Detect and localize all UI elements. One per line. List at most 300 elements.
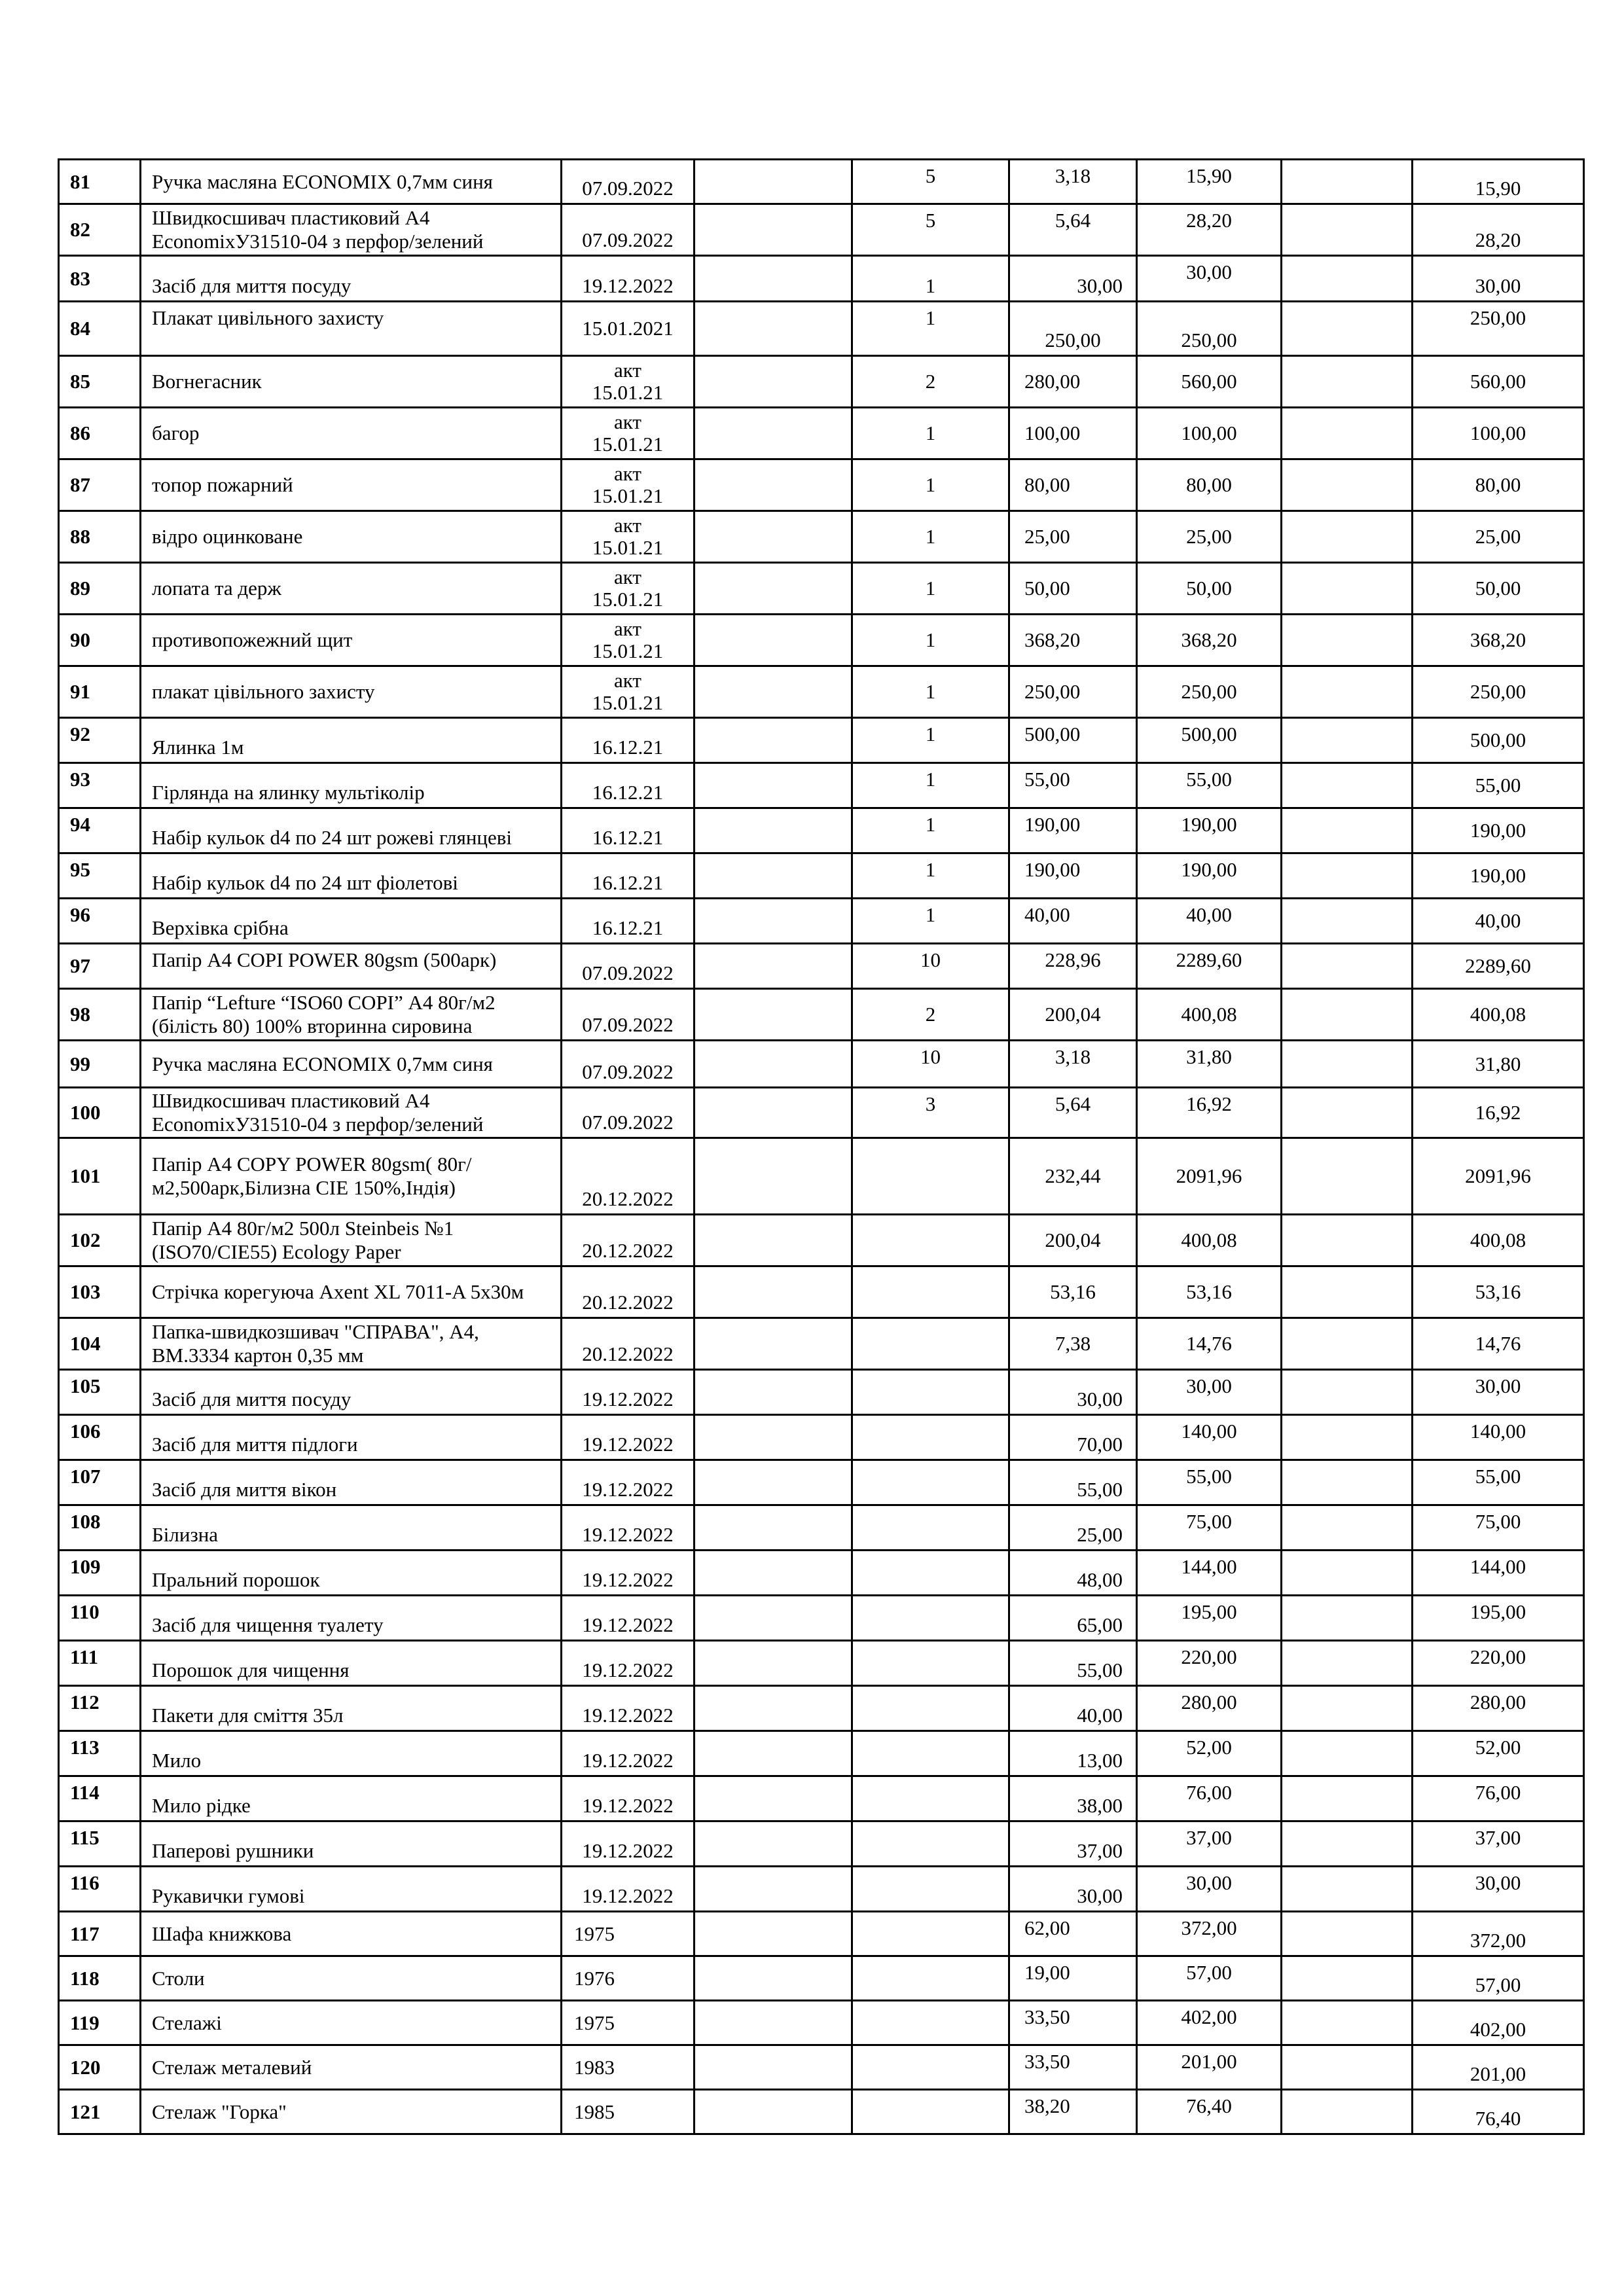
- item-price: 13,00: [1009, 1731, 1137, 1776]
- item-name: Папір А4 COPY POWER 80gsm( 80г/м2,500арк,Білизна CIE 150%,Індія): [141, 1138, 562, 1215]
- item-total: 55,00: [1413, 763, 1584, 808]
- item-price: 232,44: [1009, 1138, 1137, 1215]
- item-price: 190,00: [1009, 853, 1137, 899]
- table-row: [59, 763, 1584, 808]
- row-number: 99: [59, 1041, 141, 1088]
- item-sum: 40,00: [1137, 899, 1282, 944]
- table-row: [59, 899, 1584, 944]
- item-price: 55,00: [1009, 1641, 1137, 1686]
- item-sum: 140,00: [1137, 1415, 1282, 1460]
- item-quantity: [852, 1138, 1009, 1215]
- item-date: 19.12.2022: [562, 1370, 695, 1415]
- item-name: Столи: [141, 1956, 562, 2001]
- item-name: Вогнегасник: [141, 356, 562, 408]
- item-name: Верхівка срібна: [141, 899, 562, 944]
- item-date: 19.12.2022: [562, 1686, 695, 1731]
- item-sum: 280,00: [1137, 1686, 1282, 1731]
- row-number: 116: [59, 1867, 141, 1912]
- item-total: 201,00: [1413, 2045, 1584, 2090]
- empty-cell: [1282, 204, 1413, 256]
- table-row: [59, 2001, 1584, 2045]
- empty-cell: [1282, 1821, 1413, 1867]
- table-row: [59, 2045, 1584, 2090]
- item-price: 3,18: [1009, 160, 1137, 204]
- item-total: 2289,60: [1413, 944, 1584, 989]
- item-name: Пакети для сміття 35л: [141, 1686, 562, 1731]
- item-quantity: 1: [852, 808, 1009, 853]
- item-date: 16.12.21: [562, 808, 695, 853]
- item-sum: 30,00: [1137, 1370, 1282, 1415]
- item-total: 75,00: [1413, 1505, 1584, 1551]
- empty-cell: [1282, 1731, 1413, 1776]
- item-name: Паперові рушники: [141, 1821, 562, 1867]
- empty-cell: [695, 1776, 852, 1821]
- item-sum: 144,00: [1137, 1551, 1282, 1596]
- item-price: 30,00: [1009, 256, 1137, 302]
- date-value: 15.01.21: [592, 484, 664, 507]
- item-total: 30,00: [1413, 1867, 1584, 1912]
- item-date: 07.09.2022: [562, 160, 695, 204]
- empty-cell: [1282, 1641, 1413, 1686]
- item-date: 19.12.2022: [562, 1596, 695, 1641]
- date-value: 15.01.21: [592, 691, 664, 714]
- item-date: [562, 563, 695, 615]
- item-date: 1985: [562, 2090, 695, 2134]
- item-quantity: [852, 1370, 1009, 1415]
- item-price: 250,00: [1009, 302, 1137, 356]
- table-row: [59, 1460, 1584, 1505]
- row-number: 106: [59, 1415, 141, 1460]
- item-date: [562, 615, 695, 666]
- item-sum: 30,00: [1137, 256, 1282, 302]
- item-date: 20.12.2022: [562, 1215, 695, 1266]
- date-value: 15.01.21: [592, 381, 664, 404]
- item-sum: 220,00: [1137, 1641, 1282, 1686]
- item-total: 30,00: [1413, 1370, 1584, 1415]
- row-number: 111: [59, 1641, 141, 1686]
- table-row: [59, 302, 1584, 356]
- item-quantity: 1: [852, 563, 1009, 615]
- row-number: 95: [59, 853, 141, 899]
- table-row: [59, 1686, 1584, 1731]
- item-price: 40,00: [1009, 1686, 1137, 1731]
- empty-cell: [695, 1215, 852, 1266]
- empty-cell: [1282, 563, 1413, 615]
- item-name: Набір кульок d4 по 24 шт фіолетові: [141, 853, 562, 899]
- item-sum: 76,00: [1137, 1776, 1282, 1821]
- item-price: 62,00: [1009, 1912, 1137, 1956]
- item-name: Засіб для чищення туалету: [141, 1596, 562, 1641]
- item-name: Стелаж металевий: [141, 2045, 562, 2090]
- item-total: 250,00: [1413, 666, 1584, 718]
- empty-cell: [1282, 808, 1413, 853]
- empty-cell: [695, 615, 852, 666]
- empty-cell: [1282, 944, 1413, 989]
- row-number: 100: [59, 1088, 141, 1138]
- empty-cell: [695, 763, 852, 808]
- empty-cell: [695, 563, 852, 615]
- row-number: 81: [59, 160, 141, 204]
- item-name: плакат цівільного захисту: [141, 666, 562, 718]
- item-name: Стелаж "Горка": [141, 2090, 562, 2134]
- item-sum: 250,00: [1137, 666, 1282, 718]
- item-price: 65,00: [1009, 1596, 1137, 1641]
- item-name: Засіб для миття підлоги: [141, 1415, 562, 1460]
- item-total: 280,00: [1413, 1686, 1584, 1731]
- date-act-label: акт: [614, 565, 641, 588]
- empty-cell: [695, 1596, 852, 1641]
- row-number: 104: [59, 1318, 141, 1370]
- table-row: [59, 1088, 1584, 1138]
- item-total: 402,00: [1413, 2001, 1584, 2045]
- table-row: [59, 160, 1584, 204]
- item-price: 33,50: [1009, 2045, 1137, 2090]
- item-date: [562, 356, 695, 408]
- item-price: 500,00: [1009, 718, 1137, 763]
- item-date: 07.09.2022: [562, 204, 695, 256]
- item-sum: 400,08: [1137, 1215, 1282, 1266]
- row-number: 107: [59, 1460, 141, 1505]
- item-quantity: 1: [852, 899, 1009, 944]
- item-name: відро оцинковане: [141, 511, 562, 563]
- date-value: 15.01.21: [592, 588, 664, 611]
- item-price: 30,00: [1009, 1867, 1137, 1912]
- table-row: [59, 666, 1584, 718]
- table-row: [59, 1956, 1584, 2001]
- row-number: 98: [59, 989, 141, 1041]
- item-quantity: [852, 1596, 1009, 1641]
- item-name: Ялинка 1м: [141, 718, 562, 763]
- empty-cell: [1282, 1041, 1413, 1088]
- item-sum: 201,00: [1137, 2045, 1282, 2090]
- empty-cell: [1282, 989, 1413, 1041]
- item-name: Ручка масляна ECONOMIX 0,7мм синя: [141, 1041, 562, 1088]
- item-name: Папір “Lefture “ISO60 COPI” А4 80г/м2 (білість 80) 100% вторинна сировина: [141, 989, 562, 1041]
- item-name: Пральний порошок: [141, 1551, 562, 1596]
- item-date: 07.09.2022: [562, 944, 695, 989]
- empty-cell: [695, 666, 852, 718]
- item-sum: 250,00: [1137, 302, 1282, 356]
- item-total: 53,16: [1413, 1266, 1584, 1318]
- item-quantity: 1: [852, 763, 1009, 808]
- item-total: 16,92: [1413, 1088, 1584, 1138]
- item-total: 190,00: [1413, 808, 1584, 853]
- table-row: [59, 1731, 1584, 1776]
- empty-cell: [1282, 256, 1413, 302]
- item-quantity: 10: [852, 1041, 1009, 1088]
- row-number: 110: [59, 1596, 141, 1641]
- item-name: Засіб для миття посуду: [141, 256, 562, 302]
- row-number: 113: [59, 1731, 141, 1776]
- row-number: 85: [59, 356, 141, 408]
- item-quantity: 1: [852, 511, 1009, 563]
- item-quantity: 1: [852, 302, 1009, 356]
- item-quantity: [852, 1821, 1009, 1867]
- item-date: 07.09.2022: [562, 989, 695, 1041]
- empty-cell: [695, 1641, 852, 1686]
- empty-cell: [695, 1041, 852, 1088]
- table-row: [59, 1415, 1584, 1460]
- item-date: 15.01.2021: [562, 302, 695, 356]
- empty-cell: [695, 2045, 852, 2090]
- row-number: 97: [59, 944, 141, 989]
- row-number: 109: [59, 1551, 141, 1596]
- item-total: 30,00: [1413, 256, 1584, 302]
- empty-cell: [1282, 1215, 1413, 1266]
- empty-cell: [1282, 511, 1413, 563]
- item-sum: 16,92: [1137, 1088, 1282, 1138]
- item-sum: 31,80: [1137, 1041, 1282, 1088]
- item-price: 5,64: [1009, 1088, 1137, 1138]
- item-date: 19.12.2022: [562, 1415, 695, 1460]
- empty-cell: [1282, 1460, 1413, 1505]
- item-date: [562, 666, 695, 718]
- table-row: [59, 1596, 1584, 1641]
- item-name: Мило: [141, 1731, 562, 1776]
- inventory-table: [58, 158, 1585, 2135]
- date-act-label: акт: [614, 514, 641, 537]
- item-name: Стелажі: [141, 2001, 562, 2045]
- empty-cell: [695, 853, 852, 899]
- item-quantity: [852, 2090, 1009, 2134]
- item-total: 52,00: [1413, 1731, 1584, 1776]
- item-total: 37,00: [1413, 1821, 1584, 1867]
- item-price: 50,00: [1009, 563, 1137, 615]
- empty-cell: [695, 1686, 852, 1731]
- item-sum: 402,00: [1137, 2001, 1282, 2045]
- row-number: 93: [59, 763, 141, 808]
- item-quantity: [852, 1215, 1009, 1266]
- item-sum: 14,76: [1137, 1318, 1282, 1370]
- item-total: 144,00: [1413, 1551, 1584, 1596]
- empty-cell: [1282, 1776, 1413, 1821]
- empty-cell: [695, 808, 852, 853]
- date-act-label: акт: [614, 669, 641, 692]
- item-quantity: 3: [852, 1088, 1009, 1138]
- item-total: 28,20: [1413, 204, 1584, 256]
- row-number: 112: [59, 1686, 141, 1731]
- item-date: 1983: [562, 2045, 695, 2090]
- item-date: [562, 408, 695, 459]
- row-number: 115: [59, 1821, 141, 1867]
- item-sum: 400,08: [1137, 989, 1282, 1041]
- item-date: 19.12.2022: [562, 1731, 695, 1776]
- item-date: [562, 459, 695, 511]
- item-price: 33,50: [1009, 2001, 1137, 2045]
- item-quantity: [852, 1956, 1009, 2001]
- table-row: [59, 1318, 1584, 1370]
- row-number: 90: [59, 615, 141, 666]
- empty-cell: [695, 1956, 852, 2001]
- empty-cell: [1282, 615, 1413, 666]
- item-date: 16.12.21: [562, 899, 695, 944]
- item-quantity: 1: [852, 459, 1009, 511]
- item-total: 100,00: [1413, 408, 1584, 459]
- item-price: 38,20: [1009, 2090, 1137, 2134]
- item-sum: 190,00: [1137, 808, 1282, 853]
- item-price: 5,64: [1009, 204, 1137, 256]
- item-sum: 53,16: [1137, 1266, 1282, 1318]
- empty-cell: [1282, 1088, 1413, 1138]
- table-row: [59, 1551, 1584, 1596]
- table-row: [59, 256, 1584, 302]
- item-total: 50,00: [1413, 563, 1584, 615]
- item-sum: 500,00: [1137, 718, 1282, 763]
- item-price: 200,04: [1009, 1215, 1137, 1266]
- row-number: 88: [59, 511, 141, 563]
- item-quantity: 1: [852, 408, 1009, 459]
- item-date: 19.12.2022: [562, 1776, 695, 1821]
- item-name: Мило рідке: [141, 1776, 562, 1821]
- table-row: [59, 989, 1584, 1041]
- item-sum: 37,00: [1137, 1821, 1282, 1867]
- empty-cell: [1282, 899, 1413, 944]
- row-number: 96: [59, 899, 141, 944]
- item-price: 30,00: [1009, 1370, 1137, 1415]
- item-quantity: 1: [852, 256, 1009, 302]
- row-number: 87: [59, 459, 141, 511]
- item-total: 2091,96: [1413, 1138, 1584, 1215]
- table-row: [59, 204, 1584, 256]
- empty-cell: [1282, 1867, 1413, 1912]
- item-price: 368,20: [1009, 615, 1137, 666]
- row-number: 91: [59, 666, 141, 718]
- item-total: 25,00: [1413, 511, 1584, 563]
- empty-cell: [1282, 666, 1413, 718]
- item-price: 100,00: [1009, 408, 1137, 459]
- empty-cell: [1282, 1415, 1413, 1460]
- empty-cell: [1282, 1551, 1413, 1596]
- empty-cell: [695, 1138, 852, 1215]
- empty-cell: [1282, 160, 1413, 204]
- item-total: 500,00: [1413, 718, 1584, 763]
- item-price: 250,00: [1009, 666, 1137, 718]
- item-date: 19.12.2022: [562, 1641, 695, 1686]
- item-total: 372,00: [1413, 1912, 1584, 1956]
- row-number: 105: [59, 1370, 141, 1415]
- item-date: 19.12.2022: [562, 1821, 695, 1867]
- empty-cell: [1282, 356, 1413, 408]
- item-quantity: [852, 1912, 1009, 1956]
- table-row: [59, 563, 1584, 615]
- item-price: 7,38: [1009, 1318, 1137, 1370]
- table-row: [59, 459, 1584, 511]
- item-date: 1975: [562, 1912, 695, 1956]
- item-quantity: 1: [852, 853, 1009, 899]
- table-row: [59, 615, 1584, 666]
- empty-cell: [695, 1266, 852, 1318]
- table-row: [59, 1215, 1584, 1266]
- item-price: 25,00: [1009, 1505, 1137, 1551]
- item-quantity: 2: [852, 356, 1009, 408]
- item-price: 280,00: [1009, 356, 1137, 408]
- item-name: Ручка масляна ECONOMIX 0,7мм синя: [141, 160, 562, 204]
- item-total: 31,80: [1413, 1041, 1584, 1088]
- item-quantity: [852, 1415, 1009, 1460]
- item-total: 220,00: [1413, 1641, 1584, 1686]
- date-act-label: акт: [614, 617, 641, 640]
- item-total: 190,00: [1413, 853, 1584, 899]
- item-date: 19.12.2022: [562, 256, 695, 302]
- item-name: Швидкосшивач пластиковий А4 EconomixУ31510-04 з перфор/зелений: [141, 1088, 562, 1138]
- item-name: Засіб для миття посуду: [141, 1370, 562, 1415]
- empty-cell: [1282, 718, 1413, 763]
- item-date: 07.09.2022: [562, 1088, 695, 1138]
- empty-cell: [1282, 2045, 1413, 2090]
- item-name: багор: [141, 408, 562, 459]
- empty-cell: [1282, 1370, 1413, 1415]
- item-total: 40,00: [1413, 899, 1584, 944]
- row-number: 82: [59, 204, 141, 256]
- table-row: [59, 1912, 1584, 1956]
- empty-cell: [695, 408, 852, 459]
- item-name: Папір А4 80г/м2 500л Steinbeis №1 (ISO70/CIE55) Ecology Paper: [141, 1215, 562, 1266]
- empty-cell: [695, 718, 852, 763]
- item-sum: 368,20: [1137, 615, 1282, 666]
- item-total: 560,00: [1413, 356, 1584, 408]
- item-sum: 75,00: [1137, 1505, 1282, 1551]
- empty-cell: [695, 160, 852, 204]
- empty-cell: [695, 256, 852, 302]
- empty-cell: [695, 204, 852, 256]
- item-date: [562, 511, 695, 563]
- item-price: 25,00: [1009, 511, 1137, 563]
- item-quantity: [852, 1551, 1009, 1596]
- item-price: 40,00: [1009, 899, 1137, 944]
- date-act-label: акт: [614, 359, 641, 382]
- item-sum: 2091,96: [1137, 1138, 1282, 1215]
- row-number: 94: [59, 808, 141, 853]
- empty-cell: [695, 944, 852, 989]
- row-number: 102: [59, 1215, 141, 1266]
- item-quantity: 2: [852, 989, 1009, 1041]
- item-price: 70,00: [1009, 1415, 1137, 1460]
- item-quantity: [852, 1731, 1009, 1776]
- item-price: 55,00: [1009, 763, 1137, 808]
- item-total: 195,00: [1413, 1596, 1584, 1641]
- item-total: 250,00: [1413, 302, 1584, 356]
- table-row: [59, 1266, 1584, 1318]
- empty-cell: [695, 1505, 852, 1551]
- item-sum: 50,00: [1137, 563, 1282, 615]
- empty-cell: [1282, 1505, 1413, 1551]
- item-total: 400,08: [1413, 1215, 1584, 1266]
- item-sum: 2289,60: [1137, 944, 1282, 989]
- item-name: Швидкосшивач пластиковий А4 EconomixУ31510-04 з перфор/зелений: [141, 204, 562, 256]
- item-quantity: 1: [852, 615, 1009, 666]
- row-number: 108: [59, 1505, 141, 1551]
- item-price: 190,00: [1009, 808, 1137, 853]
- item-quantity: [852, 1776, 1009, 1821]
- item-sum: 372,00: [1137, 1912, 1282, 1956]
- item-date: 16.12.21: [562, 853, 695, 899]
- table-row: [59, 1370, 1584, 1415]
- date-act-label: акт: [614, 410, 641, 433]
- row-number: 121: [59, 2090, 141, 2134]
- empty-cell: [1282, 1686, 1413, 1731]
- item-name: Папка-швидкозшивач "СПРАВА", А4, ВМ.3334 картон 0,35 мм: [141, 1318, 562, 1370]
- item-date: 19.12.2022: [562, 1867, 695, 1912]
- item-quantity: [852, 1266, 1009, 1318]
- empty-cell: [695, 1318, 852, 1370]
- table-row: [59, 1867, 1584, 1912]
- item-total: 76,40: [1413, 2090, 1584, 2134]
- table-row: [59, 853, 1584, 899]
- date-act-label: акт: [614, 462, 641, 485]
- item-quantity: [852, 1505, 1009, 1551]
- item-date: 19.12.2022: [562, 1505, 695, 1551]
- item-date: 16.12.21: [562, 763, 695, 808]
